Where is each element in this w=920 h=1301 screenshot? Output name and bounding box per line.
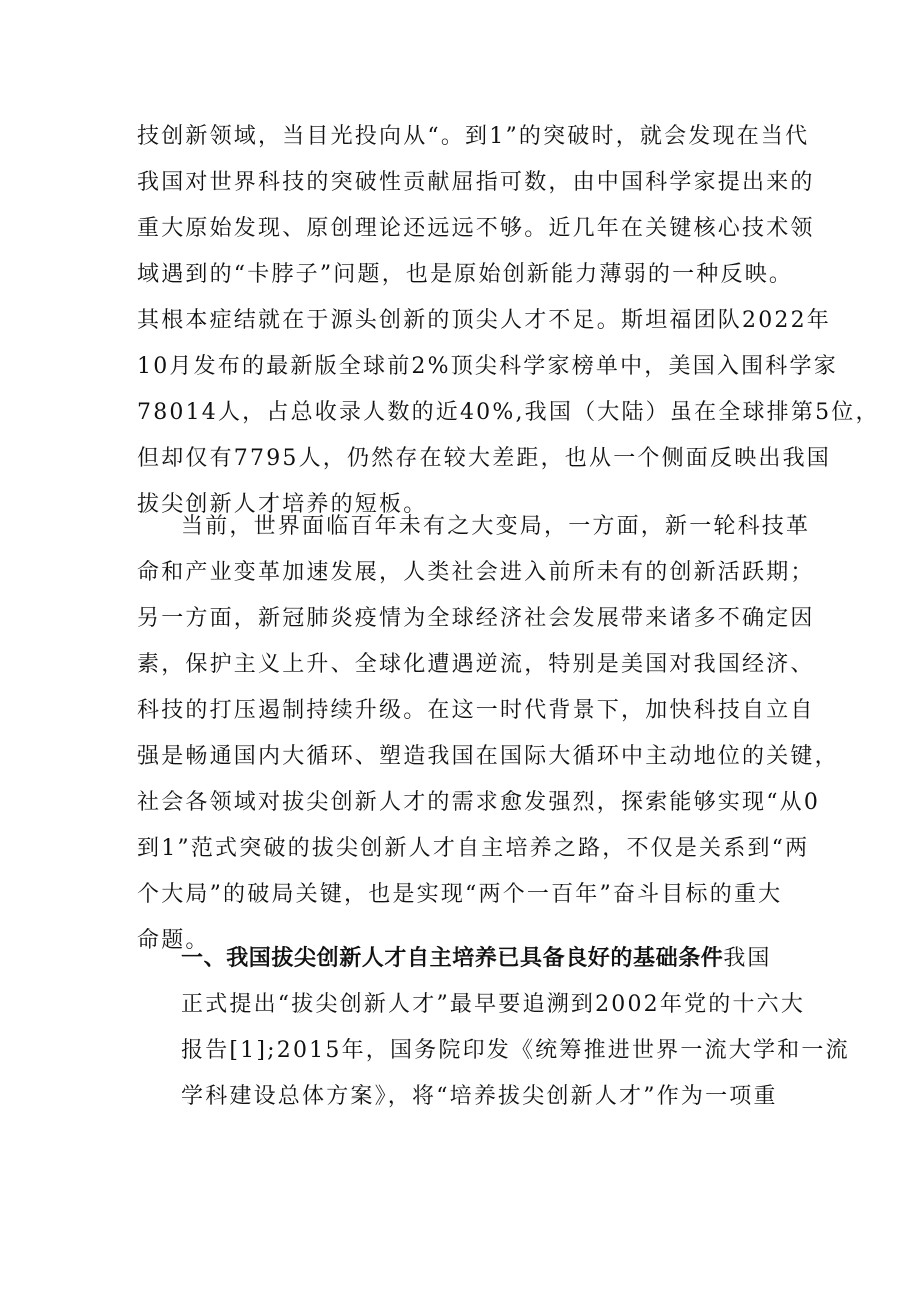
paragraph-line: 科技的打压遏制持续升级。在这一时代背景下，加快科技自立自 xyxy=(137,698,815,723)
paragraph-line: 个大局”的破局关键，也是实现“两个一百年”奋斗目标的重大 xyxy=(137,882,783,907)
paragraph-line: 当前，世界面临百年未有之大变局，一方面，新一轮科技革 xyxy=(181,514,811,539)
section-heading-continuation: 我国 xyxy=(723,946,772,971)
section-heading: 一、我国拔尖创新人才自主培养已具备良好的基础条件 xyxy=(181,946,724,971)
paragraph-line: 但却仅有7795人，仍然存在较大差距，也从一个侧面反映出我国 xyxy=(137,446,831,471)
paragraph-line: 到1”范式突破的拔尖创新人才自主培养之路，不仅是关系到“两 xyxy=(137,836,810,861)
paragraph-line: 社会各领域对拔尖创新人才的需求愈发强烈，探索能够实现“从0 xyxy=(137,790,821,815)
paragraph-line: 报告[1];2015年，国务院印发《统筹推进世界一流大学和一流 xyxy=(181,1038,850,1063)
section-1 xyxy=(137,936,850,1120)
paragraph-line: 素，保护主义上升、全球化遭遇逆流，特别是美国对我国经济、 xyxy=(137,652,815,677)
paragraph-line: 拔尖创新人才培养的短板。 xyxy=(137,492,428,517)
paragraph-2 xyxy=(137,504,839,964)
paragraph-line: 域遇到的“卡脖子”问题，也是原始创新能力薄弱的一种反映。 xyxy=(137,262,794,287)
paragraph-line: 我国对世界科技的突破性贡献屈指可数，由中国科学家提出来的 xyxy=(137,170,815,195)
paragraph-line: 重大原始发现、原创理论还远远不够。近几年在关键核心技术领 xyxy=(137,216,815,241)
paragraph-line: 命题。 xyxy=(137,928,210,953)
paragraph-line: 78014人，占总收录人数的近40%,我国（大陆）虽在全球排第5位， xyxy=(137,400,880,425)
paragraph-line: 技创新领域，当目光投向从“。到1”的突破时，就会发现在当代 xyxy=(137,124,810,149)
paragraph-line: 强是畅通国内大循环、塑造我国在国际大循环中主动地位的关键， xyxy=(137,744,839,769)
paragraph-line: 命和产业变革加速发展，人类社会进入前所未有的创新活跃期； xyxy=(137,560,815,585)
paragraph-line: 正式提出“拔尖创新人才”最早要追溯到2002年党的十六大 xyxy=(181,992,806,1017)
paragraph-1 xyxy=(137,114,880,528)
paragraph-line: 另一方面，新冠肺炎疫情为全球经济社会发展带来诸多不确定因 xyxy=(137,606,815,631)
paragraph-line: 学科建设总体方案》，将“培养拔尖创新人才”作为一项重 xyxy=(181,1084,778,1109)
paragraph-line: 10月发布的最新版全球前2%顶尖科学家榜单中，美国入围科学家 xyxy=(137,354,838,379)
paragraph-line: 其根本症结就在于源头创新的顶尖人才不足。斯坦福团队2022年 xyxy=(137,308,831,333)
section-heading-line xyxy=(137,936,788,982)
